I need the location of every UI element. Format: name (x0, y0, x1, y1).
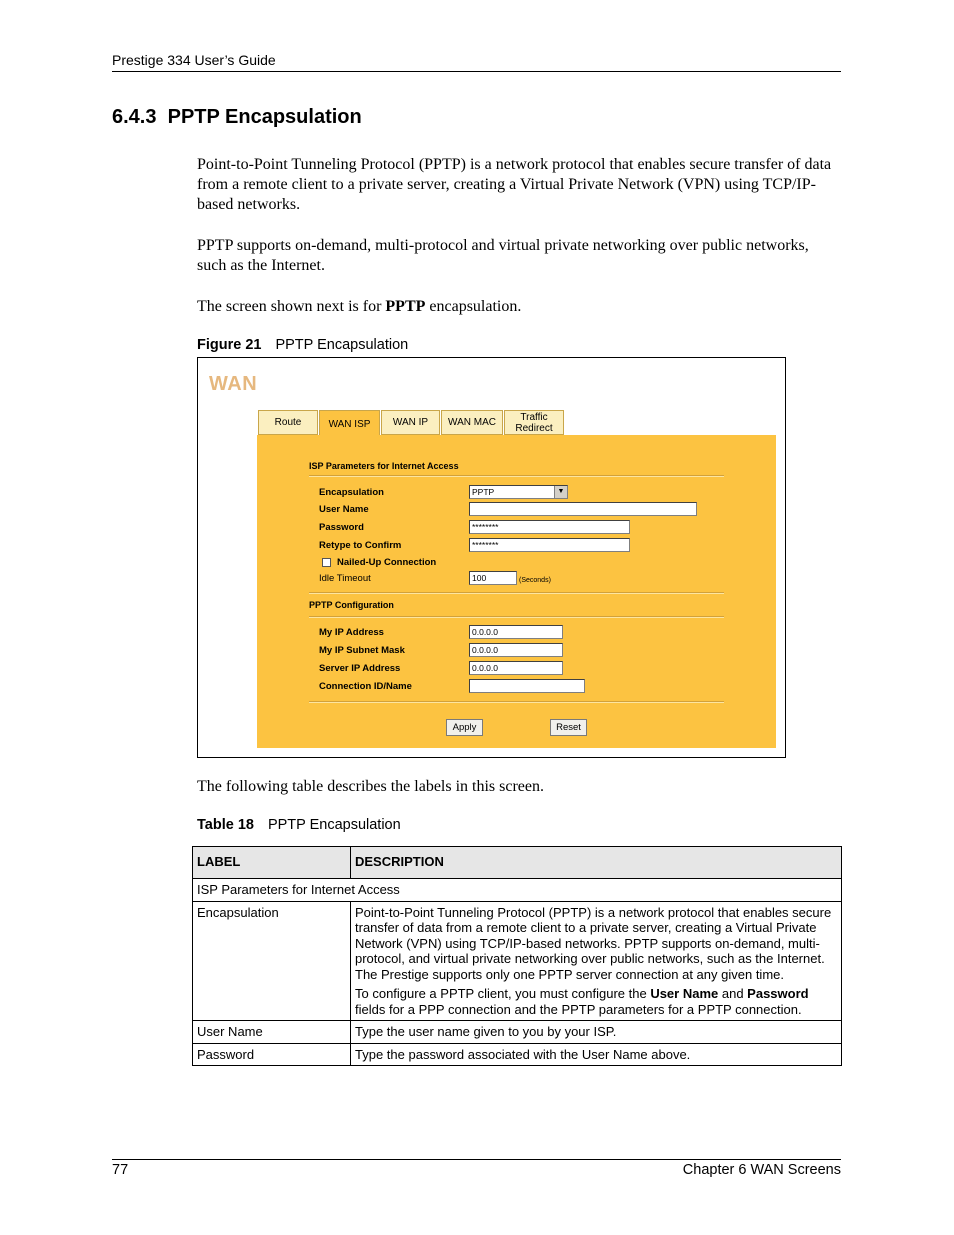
figure-caption-text: PPTP Encapsulation (275, 337, 409, 353)
page-number: 77 (112, 1162, 129, 1178)
tab-route[interactable]: Route (258, 410, 318, 435)
encap-desc-text: fields for a PPP connection and the PPTP parameters for a PPTP connection. (355, 1001, 802, 1017)
row-desc-password: Type the password associated with the User Name above. (351, 1043, 842, 1066)
table-label: Table 18 (197, 817, 254, 833)
idle-timeout-input[interactable]: 100 (469, 571, 517, 585)
chevron-down-icon[interactable]: ▼ (554, 486, 567, 498)
tab-wan-ip[interactable]: WAN IP (381, 410, 440, 435)
encapsulation-label: Encapsulation (319, 487, 384, 498)
reset-button[interactable]: Reset (550, 719, 587, 736)
my-ip-label: My IP Address (319, 627, 384, 638)
row-label-encapsulation: Encapsulation (193, 901, 351, 1021)
password-input[interactable]: ******** (469, 520, 630, 534)
row-desc-encapsulation (351, 901, 842, 1021)
isp-section-rule (309, 475, 724, 477)
encap-desc-text: and (718, 986, 748, 1001)
row-label-password: Password (193, 1043, 351, 1066)
encap-desc-bold-user-name: User Name (650, 986, 719, 1001)
p3-bold: PPTP (385, 298, 426, 315)
idle-timeout-label: Idle Timeout (319, 573, 371, 584)
section-divider (309, 592, 724, 594)
footer-rule (112, 1159, 841, 1160)
retype-password-input[interactable]: ******** (469, 538, 630, 552)
table-header-row (193, 847, 842, 879)
encap-desc-para1: Point-to-Point Tunneling Protocol (PPTP) is a network protocol that enables secure transfer of data from a remote client to a private server, creating a Virtual Private Network (VPN) using TCP/IP-based networks. PPTP supports on-demand, multi-protocol, and virtual private networking over public networks, such as the Internet. The Prestige supports only one PPTP server connection at any given time. (355, 904, 832, 982)
connection-id-label: Connection ID/Name (319, 681, 412, 692)
col-label-header: LABEL (193, 847, 351, 879)
row-label-user-name: User Name (193, 1021, 351, 1044)
paragraph-pptp-support: PPTP supports on-demand, multi-protocol and virtual private networking over public networks, such as the Internet. (197, 237, 809, 274)
server-ip-input[interactable]: 0.0.0.0 (469, 661, 563, 675)
chapter-title: Chapter 6 WAN Screens (682, 1162, 841, 1178)
section-number: 6.4.3 (112, 106, 157, 128)
password-label: Password (319, 522, 364, 533)
figure-caption (197, 337, 408, 353)
running-header: Prestige 334 User’s Guide (112, 52, 276, 68)
nailed-up-checkbox[interactable] (322, 558, 331, 567)
server-ip-label: Server IP Address (319, 663, 401, 674)
encap-desc-text: To configure a PPTP client, you must configure the (355, 986, 651, 1001)
subnet-mask-input[interactable]: 0.0.0.0 (469, 643, 563, 657)
apply-button[interactable]: Apply (446, 719, 483, 736)
encapsulation-value: PPTP (472, 487, 495, 497)
subnet-mask-label: My IP Subnet Mask (319, 645, 405, 656)
header-rule (112, 71, 841, 72)
idle-timeout-unit: (Seconds) (519, 577, 551, 584)
pptp-section-title: PPTP Configuration (309, 600, 394, 610)
table-row (193, 901, 842, 1021)
connection-id-input[interactable] (469, 679, 585, 693)
isp-section-title: ISP Parameters for Internet Access (309, 461, 459, 471)
nailed-up-label: Nailed-Up Connection (337, 557, 437, 568)
table-row (193, 1021, 842, 1044)
description-table (192, 846, 842, 1066)
tab-traffic-redirect[interactable]: Traffic Redirect (504, 410, 564, 435)
table-caption (197, 817, 401, 833)
user-name-label: User Name (319, 504, 369, 515)
p3-before: The screen shown next is for (197, 298, 386, 315)
table-row (193, 1043, 842, 1066)
section-heading (112, 106, 362, 129)
figure-label: Figure 21 (197, 337, 262, 353)
user-name-input[interactable] (469, 502, 697, 516)
table-caption-text: PPTP Encapsulation (267, 817, 401, 833)
paragraph-screen-intro (197, 297, 842, 317)
retype-password-label: Retype to Confirm (319, 540, 402, 551)
p3-after: encapsulation. (425, 298, 522, 315)
paragraph-pptp-intro: Point-to-Point Tunneling Protocol (PPTP) is a network protocol that enables secure transfer of data from a remote client to a private server, creating a Virtual Private Network (VPN) using TCP/IP-based networks. (197, 156, 832, 213)
section-title: PPTP Encapsulation (167, 106, 362, 128)
pptp-section-rule (309, 616, 724, 618)
encap-desc-para2 (355, 986, 837, 1017)
tab-wan-mac[interactable]: WAN MAC (441, 410, 503, 435)
tab-wan-isp[interactable]: WAN ISP (319, 410, 380, 437)
row-desc-user-name: Type the user name given to you by your ISP. (351, 1021, 842, 1044)
bottom-divider (309, 701, 724, 703)
encap-desc-bold-password: Password (747, 986, 809, 1001)
wan-title: WAN (209, 373, 258, 395)
paragraph-table-intro: The following table describes the labels in this screen. (197, 778, 545, 795)
col-description-header: DESCRIPTION (351, 847, 842, 879)
section-row-isp: ISP Parameters for Internet Access (193, 879, 842, 902)
my-ip-input[interactable]: 0.0.0.0 (469, 625, 563, 639)
table-row (193, 879, 842, 902)
encapsulation-select[interactable] (469, 485, 568, 499)
